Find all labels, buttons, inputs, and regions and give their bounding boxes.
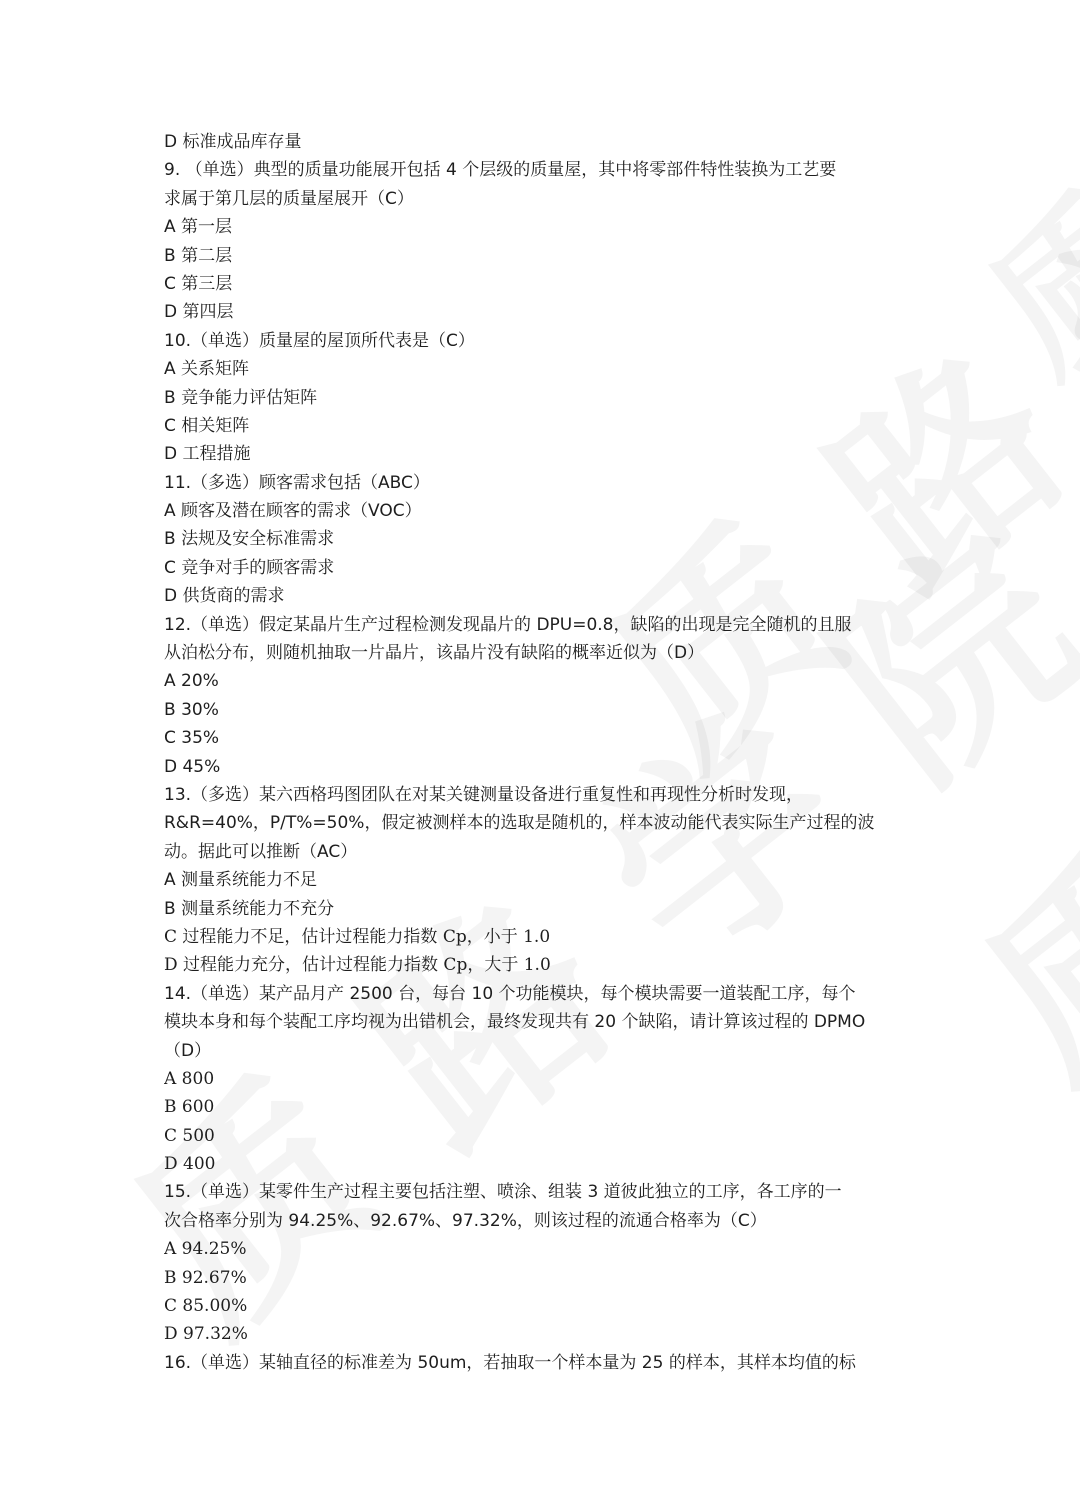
option-line: B 测量系统能力不充分	[164, 898, 335, 919]
option-line: D 97.32%	[164, 1324, 248, 1345]
option-line: A 20%	[164, 671, 219, 692]
watermark	[919, 280, 1080, 1127]
option-line: A 顾客及潜在顾客的需求（VOC）	[164, 501, 422, 522]
option-line: D 第四层	[164, 302, 234, 323]
document-body	[164, 128, 924, 1377]
question-line: （D）	[164, 1040, 212, 1061]
option-line: B 竞争能力评估矩阵	[164, 387, 318, 408]
question-line: 14.（单选）某产品月产 2500 台，每台 10 个功能模块，每个模块需要一道装配工序，每个	[164, 983, 856, 1004]
question-line: 模块本身和每个装配工序均视为出错机会，最终发现共有 20 个缺陷，请计算该过程的 DPMO	[164, 1012, 866, 1033]
question-line: 15.（单选）某零件生产过程主要包括注塑、喷涂、组装 3 道彼此独立的工序，各工序的一	[164, 1182, 842, 1203]
question-line: 12.（单选）假定某晶片生产过程检测发现晶片的 DPU=0.8，缺陷的出现是完全随机的且服	[164, 614, 852, 635]
question-line: 16.（单选）某轴直径的标准差为 50um，若抽取一个样本量为 25 的样本，其样本均值的标	[164, 1352, 856, 1373]
option-line: B 法规及安全标准需求	[164, 529, 335, 550]
option-line: D 工程措施	[164, 444, 251, 465]
question-line: 13.（多选）某六西格玛图团队在对某关键测量设备进行重复性和再现性分析时发现，	[164, 784, 804, 805]
question-line: 求属于第几层的质量屋展开（C）	[164, 188, 414, 209]
option-line: C 85.00%	[164, 1296, 248, 1317]
option-line: A 第一层	[164, 217, 233, 238]
option-line: C 竞争对手的顾客需求	[164, 557, 335, 578]
question-line: 动。据此可以推断（AC）	[164, 841, 358, 862]
option-line: A 测量系统能力不足	[164, 870, 318, 891]
option-line: A 关系矩阵	[164, 359, 250, 380]
option-line: D 标准成品库存量	[164, 132, 302, 152]
question-line: 从泊松分布，则随机抽取一片晶片，该晶片没有缺陷的概率近似为（D）	[164, 643, 705, 664]
option-line: C 第三层	[164, 273, 233, 294]
option-line: C 500	[164, 1125, 215, 1146]
option-line: B 92.67%	[164, 1267, 247, 1288]
watermark	[935, 0, 1080, 414]
question-line: 11.（多选）顾客需求包括（ABC）	[164, 472, 430, 493]
option-line: A 800	[164, 1068, 215, 1089]
option-line: B 第二层	[164, 245, 233, 266]
option-line: C 35%	[164, 728, 220, 749]
option-line: C 过程能力不足，估计过程能力指数 Cp，小于 1.0	[164, 926, 551, 947]
option-line: C 相关矩阵	[164, 415, 250, 436]
option-line: A 94.25%	[164, 1239, 247, 1260]
question-line: 10.（单选）质量屋的屋顶所代表是（C）	[164, 330, 475, 351]
question-line: R&R=40%，P/T%=50%，假定被测样本的选取是随机的，样本波动能代表实际生产过程的波	[164, 813, 875, 834]
question-line: 9. （单选）典型的质量功能展开包括 4 个层级的质量屋，其中将零部件特性装换为工艺要	[164, 160, 837, 181]
option-line: D 400	[164, 1154, 216, 1175]
question-line: 次合格率分别为 94.25%、92.67%、97.32%，则该过程的流通合格率为（C）	[164, 1210, 767, 1231]
option-line: B 30%	[164, 699, 219, 720]
option-line: D 45%	[164, 756, 221, 777]
option-line: D 供货商的需求	[164, 586, 285, 607]
option-line: D 过程能力充分，估计过程能力指数 Cp，大于 1.0	[164, 955, 551, 976]
option-line: B 600	[164, 1097, 215, 1118]
